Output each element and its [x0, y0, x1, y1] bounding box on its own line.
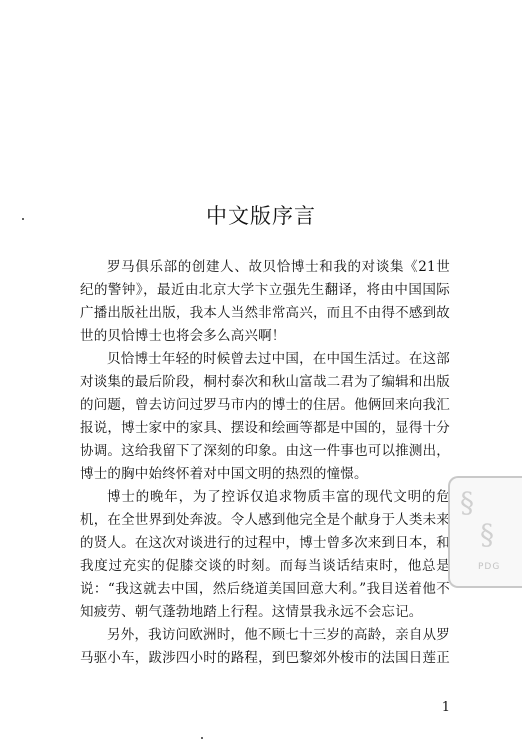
watermark: [448, 476, 522, 588]
watermark-glyph: §: [480, 518, 494, 551]
page-number: 1: [441, 700, 450, 715]
scan-speck: [201, 737, 203, 739]
watermark-glyph: §: [460, 486, 474, 519]
page-title: 中文版序言: [206, 204, 316, 228]
paragraph: 贝恰博士年轻的时候曾去过中国，在中国生活过。在这部对谈集的最后阶段，桐村泰次和秋山富哉二君为了编辑和出版的问题，曾去访问过罗马市内的博士的住居。他俩回来向我汇报说，博士家中的家具、摆设和绘画等都是中国的，显得十分协调。这给我留下了深刻的印象。由这一件事也可以推测出，博士的胸中始终怀着对中国文明的热烈的憧憬。: [80, 351, 450, 482]
paragraph: 博士的晚年，为了控诉仅追求物质丰富的现代文明的危机，在全世界到处奔波。令人感到他完全是个献身于人类未来的贤人。在这次对谈进行的过程中，博士曾多次来到日本，和我度过充实的促膝交谈的时刻。而每当谈话结束时，他总是说：“我这就去中国，然后绕道美国回意大利。”我目送着他不知疲劳、朝气蓬勃地踏上行程。这情景我永远不会忘记。: [80, 489, 450, 620]
watermark-label: PDG: [478, 562, 501, 572]
body-text: [80, 256, 450, 670]
paragraph: 另外，我访问欧洲时，他不顾七十三岁的高龄，亲自从罗马驱小车，跋涉四小时的路程，到巴黎郊外梭市的法国日莲正: [80, 627, 450, 666]
paragraph: 罗马俱乐部的创建人、故贝恰博士和我的对谈集《21世纪的警钟》，最近由北京大学卞立强先生翻译，将由中国国际广播出版社出版，我本人当然非常高兴，而且不由得不感到故世的贝恰博士也将会多么高兴啊！: [80, 259, 450, 344]
